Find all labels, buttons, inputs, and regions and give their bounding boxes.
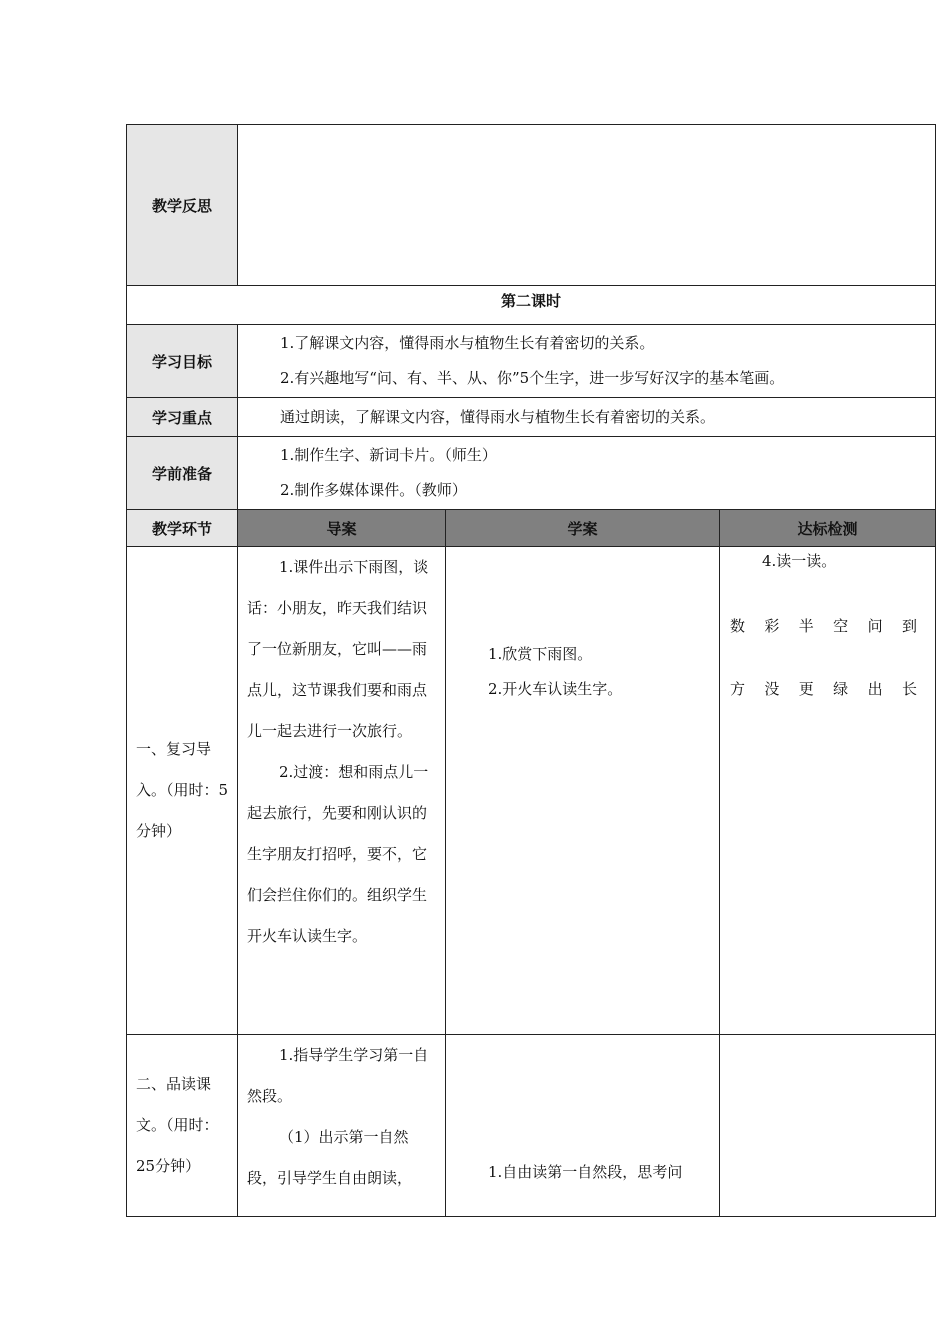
goal-item: 2.有兴趣地写“问、有、半、从、你”5个生字，进一步写好汉字的基本笔画。 [280, 369, 785, 387]
section2-guide-item: 1.指导学生学习第一自然段。 [247, 1046, 429, 1105]
prep-label: 学前准备 [127, 437, 238, 510]
section2-row [127, 1035, 936, 1217]
section2-study [446, 1035, 720, 1217]
prep-item: 1.制作生字、新词卡片。（师生） [280, 446, 497, 464]
check-char: 空 [833, 617, 849, 635]
check-char-row-2 [720, 678, 935, 699]
check-char: 长 [901, 680, 917, 698]
prep-content [238, 437, 936, 510]
section2-stage-text: 二、品读课文。（用时：25分钟） [136, 1075, 219, 1175]
section1-guide-item: 2.过渡：想和雨点儿一起去旅行，先要和刚认识的生字朋友打招呼，要不，它们会拦住你们的。组织学生开火车认读生字。 [247, 763, 429, 945]
column-header-stage: 教学环节 [127, 510, 238, 547]
section1-guide-item: 1.课件出示下雨图，谈话：小朋友，昨天我们结识了一位新朋友，它叫——雨点儿，这节课我们要和雨点儿一起去进行一次旅行。 [247, 558, 429, 740]
section2-stage [127, 1035, 238, 1217]
section2-check [720, 1035, 936, 1217]
section1-stage-text: 一、复习导入。（用时：5分钟） [136, 740, 229, 840]
section1-study [446, 547, 720, 1035]
check-char: 彩 [764, 617, 780, 635]
check-char: 出 [867, 680, 883, 698]
columns-header-row [127, 510, 936, 547]
section2-guide [238, 1035, 446, 1217]
reflection-row [127, 125, 936, 286]
prep-item: 2.制作多媒体课件。（教师） [280, 481, 467, 499]
section1-row [127, 547, 936, 1035]
check-char: 问 [867, 617, 883, 635]
reflection-content [238, 125, 936, 286]
focus-content [238, 398, 936, 437]
focus-label: 学习重点 [127, 398, 238, 437]
section2-study-item: 1.自由读第一自然段，思考问 [488, 1163, 683, 1181]
column-header-check: 达标检测 [720, 510, 936, 547]
check-char: 绿 [833, 680, 849, 698]
lesson-plan-table [126, 124, 936, 1217]
column-header-guide: 导案 [238, 510, 446, 547]
prep-row [127, 437, 936, 510]
focus-text: 通过朗读，了解课文内容，懂得雨水与植物生长有着密切的关系。 [280, 407, 716, 426]
check-char-row-1 [720, 615, 935, 636]
column-header-study: 学案 [446, 510, 720, 547]
check-char: 到 [901, 617, 917, 635]
check-char: 更 [798, 680, 814, 698]
check-char: 没 [764, 680, 780, 698]
section1-stage [127, 547, 238, 1035]
reflection-label: 教学反思 [127, 125, 238, 286]
goal-item: 1.了解课文内容，懂得雨水与植物生长有着密切的关系。 [280, 334, 655, 352]
section2-guide-item: （1）出示第一自然段，引导学生自由朗读， [247, 1128, 413, 1187]
section1-study-item: 1.欣赏下雨图。 [488, 645, 593, 663]
goals-content [238, 325, 936, 398]
lesson-title-row [127, 286, 936, 325]
section1-study-item: 2.开火车认读生字。 [488, 680, 623, 698]
focus-row [127, 398, 936, 437]
lesson-plan-page [126, 124, 935, 1217]
section1-check-title: 4.读一读。 [762, 552, 837, 570]
check-char: 数 [730, 617, 746, 635]
check-char: 半 [798, 617, 814, 635]
goals-row [127, 325, 936, 398]
goals-label: 学习目标 [127, 325, 238, 398]
section1-guide [238, 547, 446, 1035]
lesson-title: 第二课时 [127, 286, 936, 325]
section1-check [720, 547, 936, 1035]
check-char: 方 [730, 680, 746, 698]
